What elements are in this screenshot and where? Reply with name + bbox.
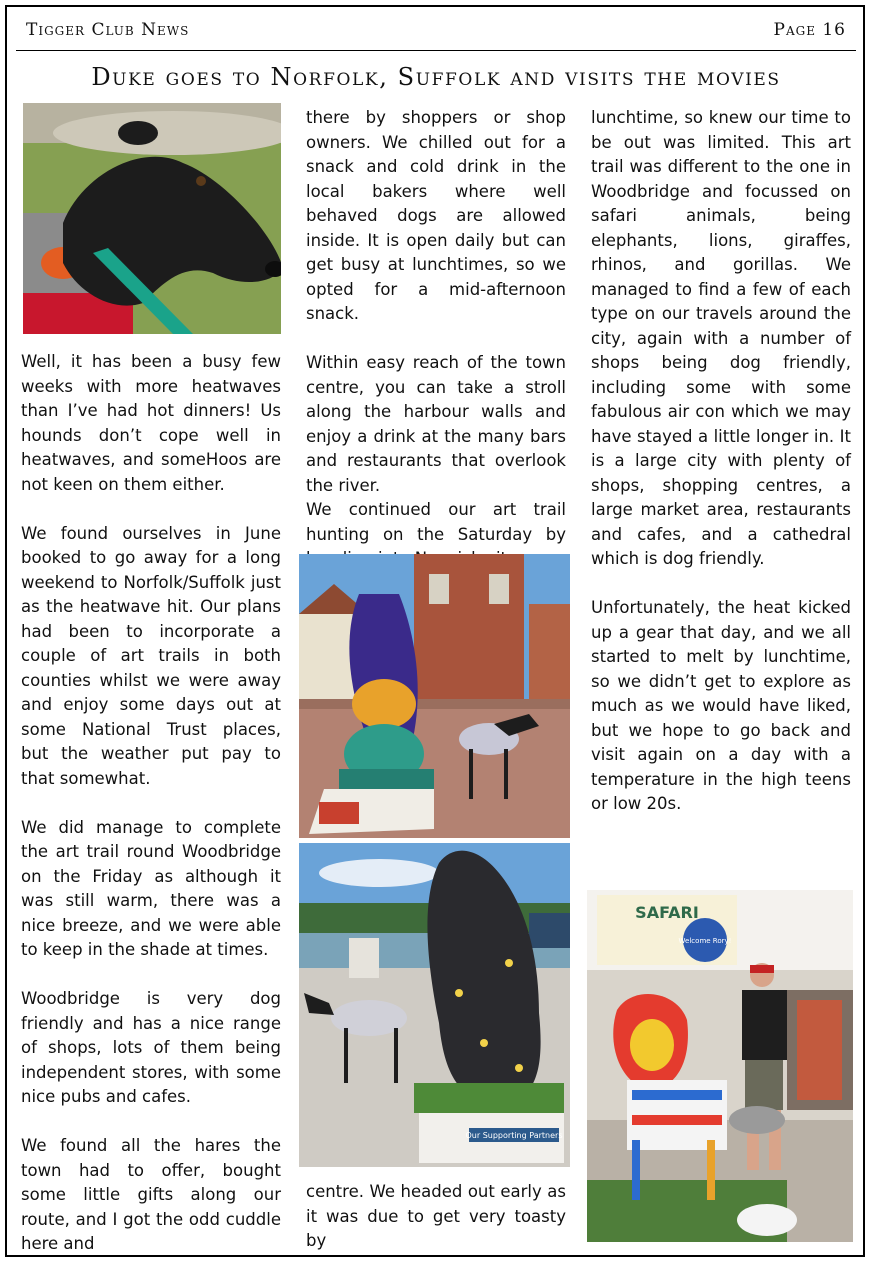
paragraph: Within easy reach of the town centre, you can take a stroll along the harbour walls and enjoy a drink at the many bars and restaurants that overlook the river. [306, 353, 566, 495]
publication-name: Tigger Club News [26, 20, 190, 40]
paragraph: We continued our art trail hunting on the Saturday by [306, 500, 566, 544]
photo-hare-statue-harbour [299, 843, 570, 1167]
paragraph: Woodbridge is very dog friendly and has a nice range of shops, lots of them being independent stores, with some nice pubs and cafes. [21, 989, 281, 1106]
column-3 [591, 106, 851, 817]
photo-greyhound-closeup [23, 103, 281, 334]
column-2-top [306, 106, 566, 572]
paragraph: We found all the hares the town had to offer, bought some little gifts along our route, and I got the odd cuddle here and [21, 1136, 281, 1253]
store-banner-title: SAFARI [635, 903, 699, 922]
paragraph: there by shoppers or shop owners. We chilled out for a snack and cold drink in the local bakers where well behaved dogs are allowed inside. It is open daily but can get busy at lunchtimes, so we opted for a mid-afternoon snack. [306, 108, 566, 323]
column-2-bottom [306, 1180, 566, 1254]
header-rule [16, 50, 856, 51]
photo-hare-statue-square [299, 554, 570, 838]
photo-lion-statue-store [587, 890, 853, 1242]
paragraph: Well, it has been a busy few weeks with more heatwaves than I’ve had hot dinners! Us hounds don’t cope well in heatwaves, and someHoos are not keen on them either. [21, 352, 281, 494]
plinth-label: Our Supporting Partners [465, 1131, 563, 1140]
paragraph: We found ourselves in June booked to go away for a long weekend to Norfolk/Suffolk just as the heatwave hit. Our plans had been to incorporate a couple of art trails in both counties whilst we were away and enjoy some days out at some National Trust places, but the weather put pay to that somewhat. [21, 523, 281, 788]
paragraph: Unfortunately, the heat kicked up a gear that day, and we all started to melt by lunchtime, so we didn’t get to explore as much as we would have liked, but we hope to go back and visit again on a day with a temperature in the high teens or low 20s. [591, 598, 851, 813]
paragraph: We did manage to complete the art trail round Woodbridge on the Friday as although it was still warm, there was a nice breeze, and we were able to keep in the shade at times. [21, 817, 281, 959]
column-1 [21, 350, 281, 1257]
article-title: Duke goes to Norfolk, Suffolk and visits the movies [91, 63, 781, 91]
page-number: Page 16 [773, 20, 846, 40]
paragraph: centre. We headed out early as it was due to get very toasty by [306, 1182, 566, 1250]
store-banner-welcome: Welcome Rory! [678, 937, 732, 945]
paragraph: lunchtime, so knew our time to be out was limited. This art trail was different to the one in Woodbridge and focussed on safari animals, being elephants, lions, giraffes, rhinos, and gorillas. We managed to find a few of each type on our travels around the city, again with a number of shops being dog friendly, including some with some fabulous air con which we may have stayed a little longer in. It is a large city with plenty of shops, shopping centres, a large market area, restaurants and cafes, and a cathedral which is dog friendly. [591, 108, 851, 568]
